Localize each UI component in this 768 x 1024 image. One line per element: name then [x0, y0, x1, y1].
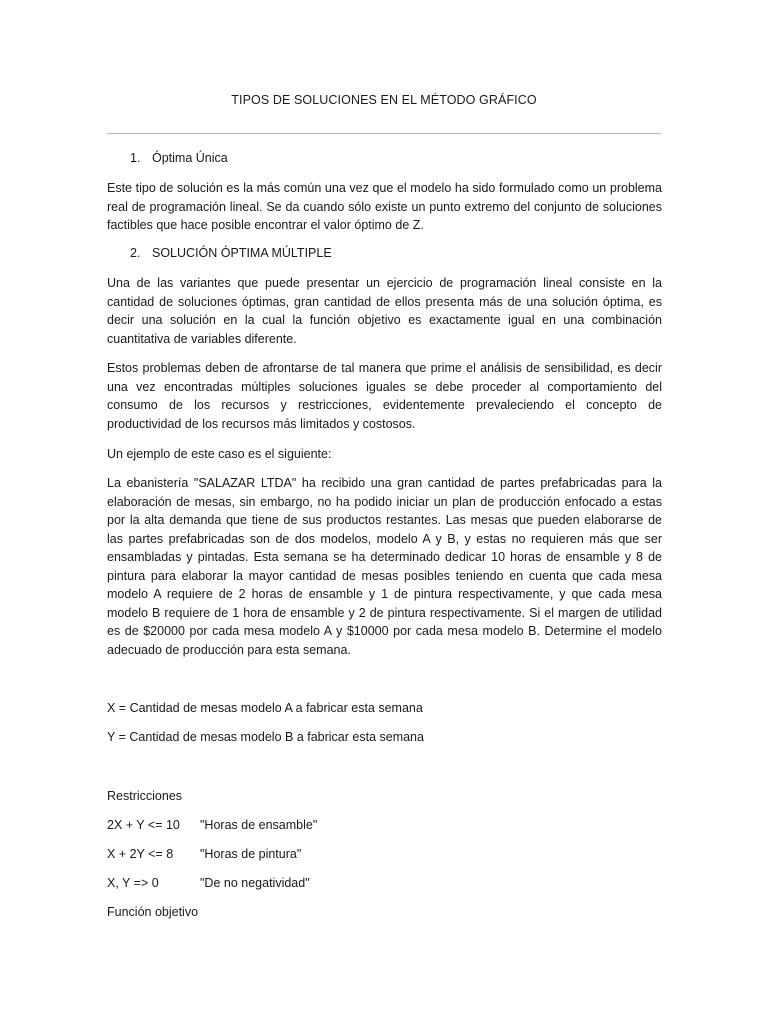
restriction-label: "Horas de ensamble"	[200, 818, 318, 832]
objective-function-heading: Función objetivo	[107, 905, 199, 919]
restrictions-heading: Restricciones	[107, 789, 183, 803]
title-divider	[107, 133, 661, 134]
example-problem-paragraph: La ebanistería "SALAZAR LTDA" ha recibido una gran cantidad de partes prefabricadas para la elaboración de mesas, sin embargo, no ha podido iniciar un plan de producción enfocado a estas por la alta demanda que tiene de sus productos restantes. Las mesas que pueden elaborarse de las partes prefabricadas son de dos modelos, modelo A y B, y estas no requieren más que ser ensambladas y pintadas. Esta semana se ha determinado dedicar 10 horas de ensamble y 8 de pintura para elaborar la mayor cantidad de mesas posibles teniendo en cuenta que cada mesa modelo A requiere de 2 horas de ensamble y 1 de pintura respectivamente, y que cada mesa modelo B requiere de 1 hora de ensamble y 2 de pintura respectivamente. Si el margen de utilidad es de $20000 por cada mesa modelo A y $10000 por cada mesa modelo B. Determine el modelo adecuado de producción para esta semana.	[107, 476, 662, 657]
section-2-number: 2.	[130, 246, 141, 260]
restriction-label: "De no negatividad"	[200, 876, 310, 890]
variable-y-definition: Y = Cantidad de mesas modelo B a fabricar esta semana	[107, 730, 424, 744]
section-2-title: SOLUCIÓN ÓPTIMA MÚLTIPLE	[152, 246, 332, 260]
section-2-paragraph-1: Una de las variantes que puede presentar un ejercicio de programación lineal consiste en la cantidad de soluciones óptimas, gran cantidad de ellos presenta más de una solución óptima, es decir una solución en la cual la función objetivo es exactamente igual en una combinación cuantitativa de variables diferente.	[107, 276, 662, 346]
section-1-number: 1.	[130, 151, 141, 165]
restriction-expression: X + 2Y <= 8	[107, 847, 174, 861]
restriction-row	[107, 876, 310, 890]
section-1-title: Óptima Única	[152, 151, 228, 165]
example-intro: Un ejemplo de este caso es el siguiente:	[107, 447, 332, 461]
section-1-heading	[130, 151, 228, 165]
section-2-paragraph-2: Estos problemas deben de afrontarse de tal manera que prime el análisis de sensibilidad, es decir una vez encontradas múltiples soluciones iguales se debe proceder al comportamiento del consumo de los recursos y restricciones, evidentemente prevaleciendo el concepto de productividad de los recursos más limitados y costosos.	[107, 361, 662, 431]
section-1-paragraph: Este tipo de solución es la más común una vez que el modelo ha sido formulado como un problema real de programación lineal. Se da cuando sólo existe un punto extremo del conjunto de soluciones factibles que hace posible encontrar el valor óptimo de Z.	[107, 181, 662, 232]
restriction-expression: X, Y => 0	[107, 876, 159, 890]
restriction-label: "Horas de pintura"	[200, 847, 302, 861]
restriction-row	[107, 818, 318, 832]
document-title: TIPOS DE SOLUCIONES EN EL MÉTODO GRÁFICO	[231, 93, 537, 107]
restriction-expression: 2X + Y <= 10	[107, 818, 180, 832]
section-2-heading	[130, 246, 332, 260]
variable-x-definition: X = Cantidad de mesas modelo A a fabricar esta semana	[107, 701, 423, 715]
restriction-row	[107, 847, 302, 861]
